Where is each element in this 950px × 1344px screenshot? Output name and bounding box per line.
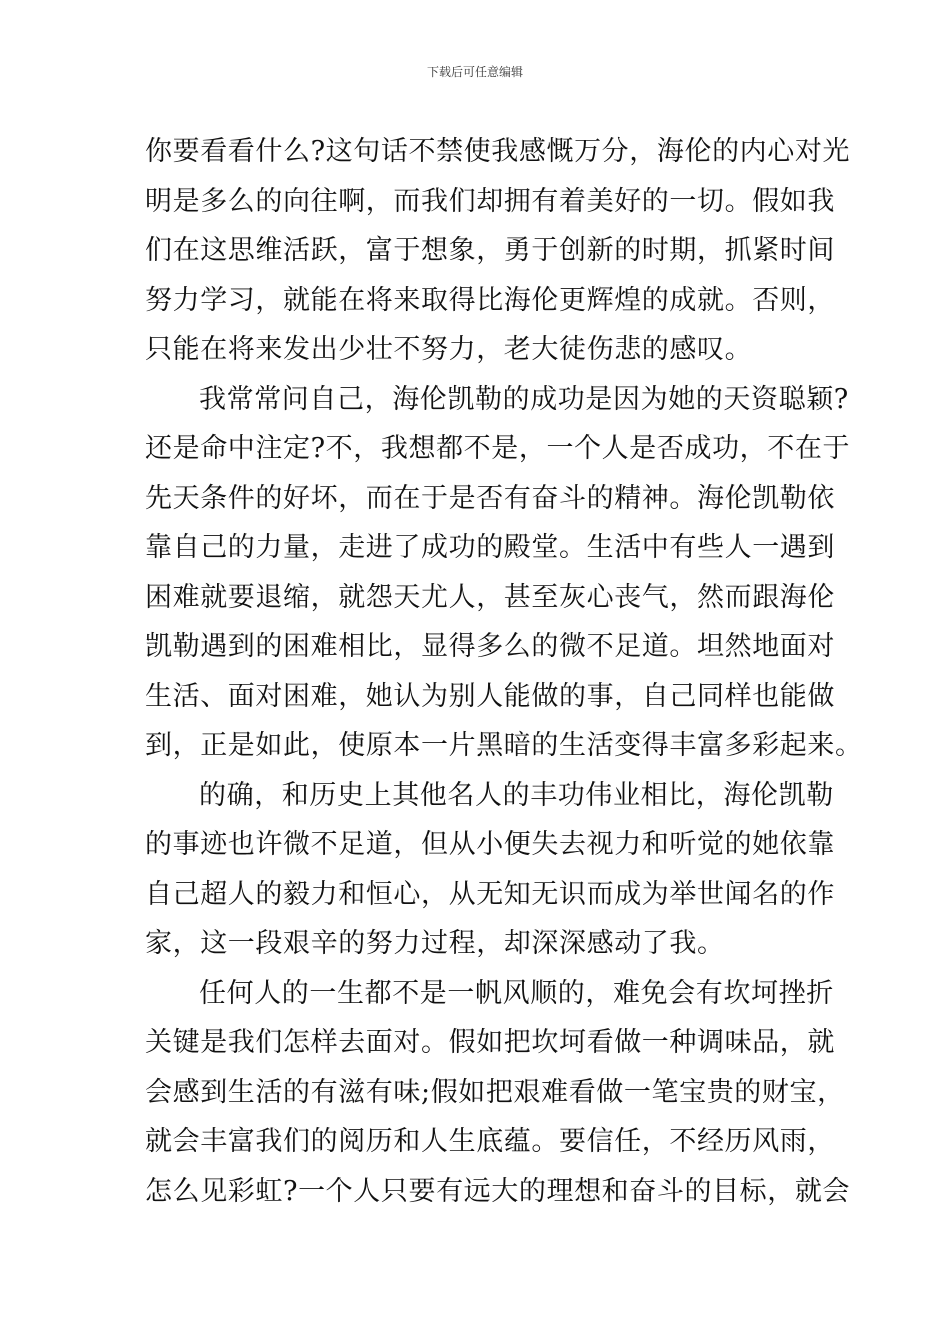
text-line: 就会丰富我们的阅历和人生底蕴。要信任，不经历风雨， xyxy=(145,1126,835,1157)
page-header: 下载后可任意编辑 xyxy=(426,65,523,79)
paragraph-1 xyxy=(145,127,851,375)
text-line: 会感到生活的有滋有味;假如把艰难看做一笔宝贵的财宝， xyxy=(145,1076,845,1108)
text-line: 困难就要退缩，就怨天尤人，甚至灰心丧气，然而跟海伦 xyxy=(145,581,835,613)
text-line: 你要看看什么?这句话不禁使我感慨万分，海伦的内心对光 xyxy=(145,136,851,167)
text-line: 到，正是如此，使原本一片黑暗的生活变得丰富多彩起来。 xyxy=(145,730,863,761)
text-line: 们在这思维活跃，富于想象，勇于创新的时期，抓紧时间 xyxy=(145,235,835,266)
text-line: 明是多么的向往啊，而我们却拥有着美好的一切。假如我 xyxy=(145,185,835,217)
text-line: 关键是我们怎样去面对。假如把坎坷看做一种调味品，就 xyxy=(145,1027,835,1058)
text-line: 的确，和历史上其他名人的丰功伟业相比，海伦凯勒 xyxy=(199,779,834,811)
paragraph-2 xyxy=(145,375,863,771)
text-line: 怎么见彩虹?一个人只要有远大的理想和奋斗的目标，就会 xyxy=(145,1175,851,1207)
text-line: 我常常问自己，海伦凯勒的成功是因为她的天资聪颖? xyxy=(199,383,849,415)
document-body xyxy=(145,127,863,1216)
paragraph-3 xyxy=(145,771,835,969)
text-line: 只能在将来发出少壮不努力，老大徒伤悲的感叹。 xyxy=(145,334,753,365)
text-line: 生活、面对困难，她认为别人能做的事，自己同样也能做 xyxy=(145,680,835,712)
text-line: 凯勒遇到的困难相比，显得多么的微不足道。坦然地面对 xyxy=(145,631,835,662)
text-line: 家，这一段艰辛的努力过程，却深深感动了我。 xyxy=(145,928,725,959)
text-line: 努力学习，就能在将来取得比海伦更辉煌的成就。否则， xyxy=(145,284,835,316)
text-line: 靠自己的力量，走进了成功的殿堂。生活中有些人一遇到 xyxy=(145,532,835,563)
text-line: 先天条件的好坏，而在于是否有奋斗的精神。海伦凯勒依 xyxy=(145,482,835,514)
text-line: 任何人的一生都不是一帆风顺的，难免会有坎坷挫折 xyxy=(199,977,834,1009)
text-line: 还是命中注定?不，我想都不是，一个人是否成功，不在于 xyxy=(145,433,851,464)
text-line: 自己超人的毅力和恒心，从无知无识而成为举世闻名的作 xyxy=(145,878,835,910)
paragraph-4 xyxy=(145,969,851,1217)
text-line: 的事迹也许微不足道，但从小便失去视力和听觉的她依靠 xyxy=(145,829,835,860)
